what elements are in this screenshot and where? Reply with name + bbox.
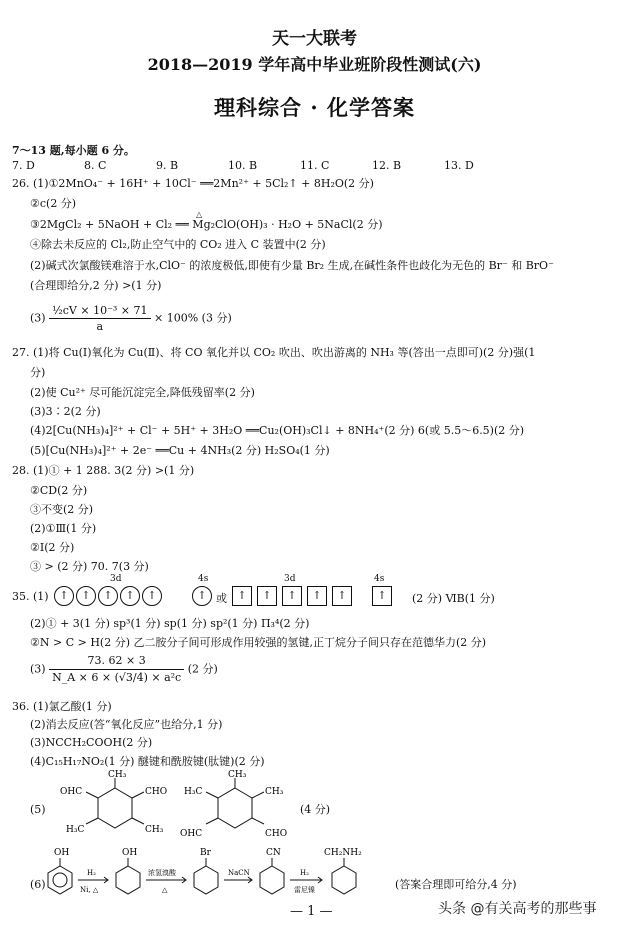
q36-line2: (2)消去反应(答“氧化反应”也给分,1 分) xyxy=(30,718,223,731)
nacn-label: NaCN xyxy=(228,869,250,877)
ni-label: Ni, △ xyxy=(80,886,99,894)
q26-formula-lead: (3) xyxy=(30,311,46,325)
orbital-box: ↑ xyxy=(307,586,327,606)
q36-line4: (4)C₁₅H₁₇NO₂(1 分) 醚键和酰胺键(肽键)(2 分) xyxy=(30,755,265,768)
q35-orbital-diagram xyxy=(12,574,612,610)
q28-line4: (2)①Ⅲ(1 分) xyxy=(30,522,97,535)
q26-line4: ④除去未反应的 Cl₂,防止空气中的 CO₂ 进入 C 装置中(2 分) xyxy=(30,238,326,251)
structure-1 xyxy=(86,778,144,828)
q26-formula-tail: × 100% (3 分) xyxy=(154,311,232,325)
q26-formula xyxy=(30,303,232,334)
q35-formula-lead: (3) xyxy=(30,662,46,676)
q35-line3: ②N > C > H(2 分) 乙二胺分子间可形成作用较强的氢键,正丁烷分子间只存在范德华力(2 分) xyxy=(30,636,487,649)
q26-line6: (合理即给分,2 分) >(1 分) xyxy=(30,279,162,292)
q36-6-lead: (6) xyxy=(30,878,46,891)
ch3-label: CH₃ xyxy=(145,825,164,835)
h2-label: H₂ xyxy=(300,869,309,877)
q26-line2: ②c(2 分) xyxy=(30,197,77,210)
ch2nh2-label: CH₂NH₂ xyxy=(324,848,362,858)
q26-denominator: a xyxy=(96,320,104,333)
cho-label: CHO xyxy=(265,829,288,839)
orbital-box: ↑ xyxy=(282,586,302,606)
orbital-circle: ↑ xyxy=(54,586,74,606)
q27-line3: (2)使 Cu²⁺ 尽可能沉淀完全,降低残留率(2 分) xyxy=(30,386,255,399)
q27-line6: (5)[Cu(NH₃)₄]²⁺ + 2e⁻ ══Cu + 4NH₃(2 分) H₂SO₄(1 分) xyxy=(30,444,330,457)
q27-line4: (3)3∶2(2 分) xyxy=(30,405,101,418)
q36-5-lead: (5) xyxy=(30,803,46,816)
label-3d-box: 3d xyxy=(284,574,296,584)
q27-line2: 分) xyxy=(30,366,46,379)
q36-5-structures xyxy=(60,770,310,850)
orbital-circle: ↑ xyxy=(192,586,212,606)
mc-answer: 7. D xyxy=(12,159,35,172)
orbital-circle: ↑ xyxy=(142,586,162,606)
q36-6-score: (答案合理即可给分,4 分) xyxy=(395,878,517,891)
oh-label: OH xyxy=(122,848,138,858)
phenol-ring xyxy=(48,866,72,894)
orbital-box: ↑ xyxy=(232,586,252,606)
raney-label: 雷尼镍 xyxy=(294,886,315,894)
orbital-circle: ↑ xyxy=(120,586,140,606)
q28-line2: ②CD(2 分) xyxy=(30,484,88,497)
orbital-box: ↑ xyxy=(332,586,352,606)
cn-label: CN xyxy=(266,848,281,858)
page-number: — 1 — xyxy=(290,904,333,919)
q36-6-route xyxy=(46,842,386,902)
q36-5-score: (4 分) xyxy=(300,803,331,816)
mc-answer: 9. B xyxy=(156,159,179,172)
h2-label: H₂ xyxy=(87,869,96,877)
cho-label: CHO xyxy=(145,787,168,797)
q26-line3: ③2MgCl₂ + 5NaOH + Cl₂ ══ Mg₂ClO(OH)₃ · H₂O + 5NaCl(2 分) xyxy=(30,218,383,231)
aromatic-circle xyxy=(53,873,67,887)
q36-line3: (3)NCCH₂COOH(2 分) xyxy=(30,736,153,749)
q28-line1: 28. (1)① + 1 288. 3(2 分) >(1 分) xyxy=(12,464,195,477)
or-text: 或 xyxy=(216,592,227,605)
q35-line2: (2)① + 3(1 分) sp³(1 分) sp(1 分) sp²(1 分) Π₃⁴(2 分) xyxy=(30,617,310,630)
cyanocyclohexane-ring xyxy=(260,866,284,894)
ch3-label: CH₃ xyxy=(228,770,247,780)
h3c-label: H₃C xyxy=(184,787,203,797)
mc-answer: 8. C xyxy=(84,159,107,172)
q26-fraction xyxy=(49,303,150,334)
q35-formula-tail: (2 分) xyxy=(187,662,218,676)
subject-title: 理科综合 · 化学答案 xyxy=(214,95,415,120)
mc-answers xyxy=(12,159,516,173)
mc-answer: 10. B xyxy=(228,159,258,172)
q28-line5: ②I(2 分) xyxy=(30,541,75,554)
watermark: 头条 @有关高考的那些事 xyxy=(438,901,597,917)
label-3d: 3d xyxy=(110,574,122,584)
q26-numerator: ½cV × 10⁻³ × 71 xyxy=(49,303,150,319)
product-ring xyxy=(332,866,356,894)
exam-org-title: 天一大联考 xyxy=(272,29,357,49)
q36-line1: 36. (1)氯乙酸(1 分) xyxy=(12,700,112,713)
orbital-box: ↑ xyxy=(257,586,277,606)
mc-intro: 7～13 题,每小题 6 分。 xyxy=(12,144,135,157)
mc-answer: 12. B xyxy=(372,159,402,172)
ch3-label: CH₃ xyxy=(265,787,284,797)
hbr-label: 浓氢溴酸 xyxy=(148,869,176,877)
mc-answer: 11. C xyxy=(300,159,330,172)
q35-score: (2 分) ⅥB(1 分) xyxy=(412,592,495,605)
orbital-circle: ↑ xyxy=(76,586,96,606)
q27-line5: (4)2[Cu(NH₃)₄]²⁺ + Cl⁻ + 5H⁺ + 3H₂O ══Cu₂(OH)₃Cl↓ + 8NH₄⁺(2 分) 6(或 5.5～6.5)(2 分) xyxy=(30,424,525,437)
q28-line3: ③不变(2 分) xyxy=(30,503,94,516)
q35-denominator: N_A × 6 × (√3/4) × a²c xyxy=(52,671,182,684)
label-4s: 4s xyxy=(198,574,209,584)
heat-label: △ xyxy=(162,886,168,894)
q26-line1: 26. (1)①2MnO₄⁻ + 16H⁺ + 10Cl⁻ ══2Mn²⁺ + 5Cl₂↑ + 8H₂O(2 分) xyxy=(12,177,374,190)
q26-line5: (2)碱式次氯酸镁难溶于水,ClO⁻ 的浓度极低,即使有少量 Br₂ 生成,在碱性条件也歧化为无色的 Br⁻ 和 BrO⁻ xyxy=(30,259,554,272)
q35-lead: 35. (1) xyxy=(12,590,49,603)
ch3-label: CH₃ xyxy=(108,770,127,780)
q35-formula xyxy=(30,653,218,686)
h3c-label: H₃C xyxy=(66,825,85,835)
structure-2 xyxy=(206,778,264,828)
q35-numerator: 73. 62 × 3 xyxy=(49,653,184,670)
q35-fraction xyxy=(49,653,184,686)
q28-line6: ③ > (2 分) 70. 7(3 分) xyxy=(30,560,149,573)
q26-heat-condition: △ xyxy=(196,210,203,219)
orbital-circle: ↑ xyxy=(98,586,118,606)
br-label: Br xyxy=(200,848,211,858)
bromocyclohexane-ring xyxy=(194,866,218,894)
ohc-label: OHC xyxy=(180,829,203,839)
oh-label: OH xyxy=(54,848,70,858)
mc-answer: 13. D xyxy=(444,159,474,172)
label-4s-box: 4s xyxy=(374,574,385,584)
q27-line1: 27. (1)将 Cu(Ⅰ)氧化为 Cu(Ⅱ)、将 CO 氧化并以 CO₂ 吹出、吹出游离的 NH₃ 等(答出一点即可)(2 分)强(1 xyxy=(12,346,536,359)
cyclohexanol-ring xyxy=(116,866,140,894)
orbital-box: ↑ xyxy=(372,586,392,606)
ohc-label: OHC xyxy=(60,787,83,797)
exam-title: 2018—2019 学年高中毕业班阶段性测试(六) xyxy=(147,55,482,74)
